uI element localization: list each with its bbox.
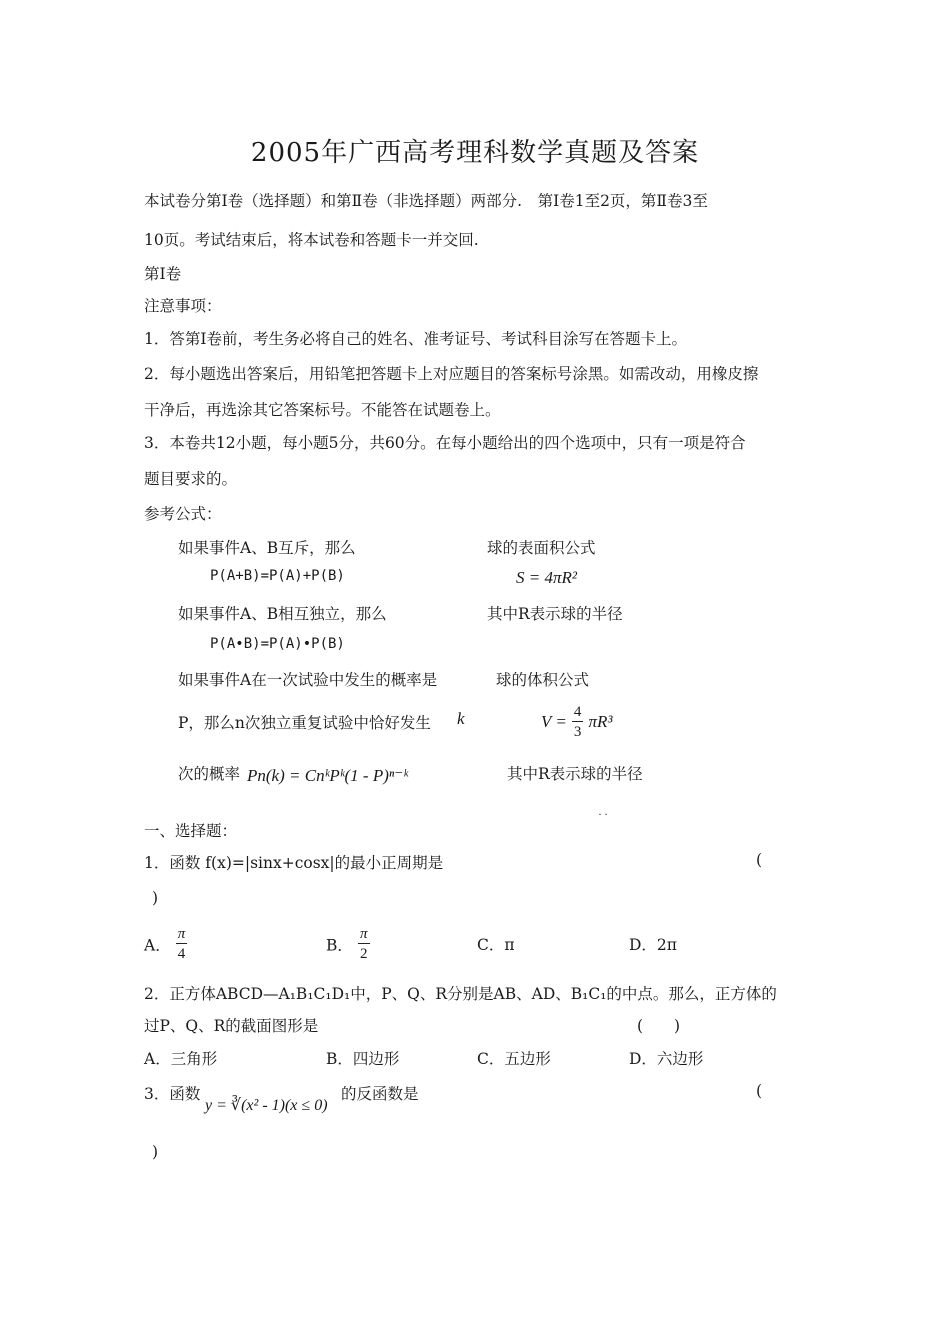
binomial-formula: Pn(k) = CnᵏPᵏ(1 - P)ⁿ⁻ᵏ (247, 766, 408, 785)
q2-option-c[interactable]: C．五边形 (477, 1050, 551, 1068)
question-1-paren-close: ) (152, 889, 159, 907)
notice-3-cont: 题目要求的。 (144, 470, 238, 488)
part1-heading: 第Ⅰ卷 (144, 265, 182, 283)
q1-option-a-num: π (177, 926, 186, 942)
formula-left-5: 如果事件A在一次试验中发生的概率是 (178, 671, 438, 689)
formula-left-7: 次的概率 (178, 765, 241, 783)
formula-mutual-exclusive: P(A+B)=P(A)+P(B) (210, 568, 345, 584)
q2-option-d[interactable]: D．六边形 (629, 1050, 704, 1068)
section1-heading: 一、选择题： (144, 822, 238, 840)
formula-left-1: 如果事件A、B互斥，那么 (178, 539, 356, 557)
sphere-volume-numerator: 4 (573, 704, 582, 720)
q1-option-a-label: A． (144, 936, 171, 955)
q1-option-b-den: 2 (359, 946, 368, 962)
formula-left-3: 如果事件A、B相互独立，那么 (178, 605, 387, 623)
notice-2-cont: 干净后，再选涂其它答案标号。不能答在试题卷上。 (144, 401, 501, 419)
q1-option-a-fraction (176, 925, 188, 964)
sphere-volume-rhs: πR³ (588, 712, 613, 731)
q1-option-b-label: B． (326, 936, 353, 955)
question-3-stem-post: 的反函数是 (341, 1085, 419, 1103)
formula-k-symbol: k (457, 709, 465, 728)
notice-heading: 注意事项： (144, 297, 222, 315)
question-1-paren-open: ( (756, 851, 763, 869)
formula-right-4: 其中R表示球的半径 (507, 765, 643, 783)
stray-mark: ˙˙ (597, 812, 609, 826)
q1-option-d[interactable]: D．2π (629, 936, 677, 954)
q1-option-b[interactable] (326, 925, 370, 964)
notice-2: 2．每小题选出答案后，用铅笔把答题卡上对应题目的答案标号涂黑。如需改动，用橡皮擦 (144, 365, 759, 383)
notice-3: 3．本卷共12小题，每小题5分，共60分。在每小题给出的四个选项中，只有一项是符合 (144, 434, 746, 452)
q1-option-a-den: 4 (177, 946, 186, 962)
formula-right-1: 球的表面积公式 (487, 539, 596, 557)
question-3-paren-close: ) (152, 1143, 159, 1161)
question-2-stem-line-1: 2．正方体ABCD—A₁B₁C₁D₁中，P、Q、R分别是AB、AD、B₁C₁的中点。那么，正方体的 (144, 985, 777, 1003)
formula-independent: P(A•B)=P(A)•P(B) (210, 636, 345, 652)
q1-option-b-num: π (359, 926, 368, 942)
question-3-stem-pre: 3．函数 (144, 1085, 201, 1103)
question-3-paren-open: ( (756, 1082, 763, 1100)
sphere-volume-lhs: V = (541, 712, 567, 731)
formula-right-2: 其中R表示球的半径 (487, 605, 623, 623)
question-3-formula: y = ∛(x² - 1)(x ≤ 0) (205, 1097, 328, 1114)
sphere-volume-denominator: 3 (573, 724, 582, 740)
q1-option-b-fraction (358, 925, 370, 964)
intro-line-1: 本试卷分第Ⅰ卷（选择题）和第Ⅱ卷（非选择题）两部分. 第Ⅰ卷1至2页，第Ⅱ卷3至 (144, 192, 708, 210)
sphere-volume-fraction (572, 703, 584, 742)
notice-1: 1．答第Ⅰ卷前，考生务必将自己的姓名、准考证号、考试科目涂写在答题卡上。 (144, 330, 687, 348)
question-2-stem-line-2: 过P、Q、R的截面图形是 (144, 1017, 319, 1035)
question-1-stem: 1．函数 f(x)=|sinx+cosx|的最小正周期是 (144, 854, 444, 872)
q2-option-a[interactable]: A．三角形 (144, 1050, 218, 1068)
q1-option-a[interactable] (144, 925, 187, 964)
formula-heading: 参考公式： (144, 505, 222, 523)
q2-option-b[interactable]: B．四边形 (326, 1050, 400, 1068)
page-title: 2005年广西高考理科数学真题及答案 (250, 138, 700, 168)
intro-line-2: 10页。考试结束后，将本试卷和答题卡一并交回. (144, 231, 479, 249)
sphere-volume-formula (541, 703, 613, 742)
formula-left-6: P，那么n次独立重复试验中恰好发生 (178, 714, 431, 732)
sphere-area-formula: S = 4πR² (516, 568, 577, 587)
formula-right-3: 球的体积公式 (496, 671, 590, 689)
q1-option-c[interactable]: C．π (477, 936, 515, 954)
question-2-paren: ( ) (637, 1017, 681, 1035)
